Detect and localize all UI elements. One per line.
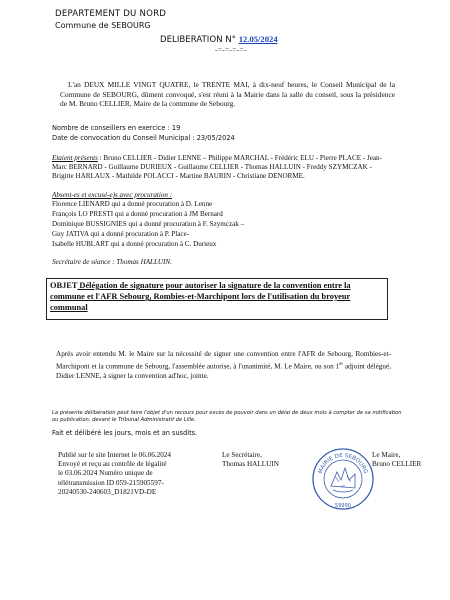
objet-text: Délégation de signature pour autoriser la signature de la convention entre la commune et l'AFR Sebourg, Rombies-et-Marchipont lors de l'utilisation du broyeur communal bbox=[50, 281, 351, 313]
maire-name: Bruno CELLIER bbox=[372, 460, 422, 469]
decision-superscript: er bbox=[339, 361, 344, 367]
decision-text-1: Après avoir entendu M. le Maire sur la nécessité de signer une convention entre l'AFR de Sebourg, Rombies-et-Marchipont et la commune de Sebourg, l'assemblée autorise, à l'unanimité, M. Le Maire, ou son 1 bbox=[56, 350, 391, 370]
procuration-item: Guy JATIVA qui a donné procuration à P. Place- bbox=[52, 230, 190, 238]
secretaire-name: Thomas HALLUIN bbox=[222, 460, 279, 469]
secretaire-signature bbox=[222, 451, 279, 469]
commune-header: Commune de SEBOURG bbox=[55, 21, 151, 30]
decision-paragraph bbox=[56, 350, 391, 381]
recours-notice: La présente délibération peut faire l'objet d'un recours pour excès de pouvoir dans un délai de deux mois à compter de sa notification ou publication, devant le Tribunal Administratif de Lille. bbox=[52, 410, 402, 423]
department-header: DEPARTEMENT DU NORD bbox=[55, 9, 167, 19]
publication-line: 20240530-240603_D1821VD-DE bbox=[58, 487, 157, 496]
publication-line: télétransmission ID 059-215905597- bbox=[58, 478, 164, 487]
seal-top-text: MAIRIE DE SEBOURG bbox=[317, 452, 369, 475]
maire-title: Le Maire, bbox=[372, 451, 401, 459]
publication-line: Envoyé et reçu au contrôle de légalité bbox=[58, 460, 167, 469]
absent-label: Absent-es et excusé-e)s avec procuration : bbox=[52, 191, 173, 199]
mairie-seal-stamp bbox=[311, 446, 375, 512]
procuration-item: Isabelle HUBLART qui a donné procuration à C. Durieux bbox=[52, 240, 217, 248]
separator: -=-=-=-=- bbox=[215, 46, 247, 54]
publication-line: le 03.06.2024 Numéro unique de bbox=[58, 469, 153, 478]
fait-delibere: Fait et délibéré les jours, mois et an susdits. bbox=[52, 429, 198, 437]
seal-postcode: 59990 bbox=[335, 503, 351, 509]
objet-box bbox=[46, 278, 388, 320]
publication-line: Publié sur le site Internet le 06.06.2024 bbox=[58, 451, 171, 459]
deliberation-title bbox=[160, 34, 278, 45]
maire-signature bbox=[372, 451, 421, 469]
decision-text-2: adjoint délégué, Didier LENNE, à signer la convention ad'hoc, jointe. bbox=[56, 361, 391, 380]
deliberation-number: 12.05/2024 bbox=[238, 34, 278, 44]
present-names: : Bruno CELLIER - Didier LENNE – Philippe MARCHAL - Frédéric ELU - Pierre PLACE - Jean-Marc BERNARD - Guillaume DURIEUX - Guillaume CELLIER - Thomas HALLUIN - Freddy SZYMCZAK - Brigitte HARLAUX - Mathilde POLACCI - Martine BAURIN - Christiane DENORME. bbox=[52, 154, 382, 180]
objet-label: OBJET bbox=[50, 281, 78, 290]
date-convocation: Date de convocation du Conseil Municipal : 23/05/2024 bbox=[52, 134, 235, 142]
present-list bbox=[52, 154, 387, 180]
present-label: Etaient présents bbox=[52, 154, 98, 162]
publication-block bbox=[58, 451, 208, 497]
procuration-item: Florence LIENARD qui a donné procuration à D. Lenne bbox=[52, 200, 213, 208]
secretaire-seance: Secrétaire de séance : Thomas HALLUIN. bbox=[52, 258, 172, 266]
secretaire-title: Le Secrétaire, bbox=[222, 451, 262, 459]
deliberation-label: DELIBERATION N° bbox=[160, 35, 236, 45]
procuration-item: Dominique BUSSIGNIES qui a donné procuration à F. Szymczak – bbox=[52, 220, 245, 228]
procuration-item: François LO PRESTI qui a donné procuration à JM Bernard bbox=[52, 210, 223, 218]
intro-paragraph: L'an DEUX MILLE VINGT QUATRE, le TRENTE MAI, à dix-neuf heures, le Conseil Municipal de la Commune de SEBOURG, dûment convoqué, s'est réuni à la Mairie dans la salle du conseil, sous la présidence de M. Bruno CELLIER, Maire de la commune de Sebourg. bbox=[60, 80, 395, 109]
seal-icon bbox=[311, 446, 375, 512]
nb-conseillers: Nombre de conseillers en exercice : 19 bbox=[52, 124, 181, 132]
